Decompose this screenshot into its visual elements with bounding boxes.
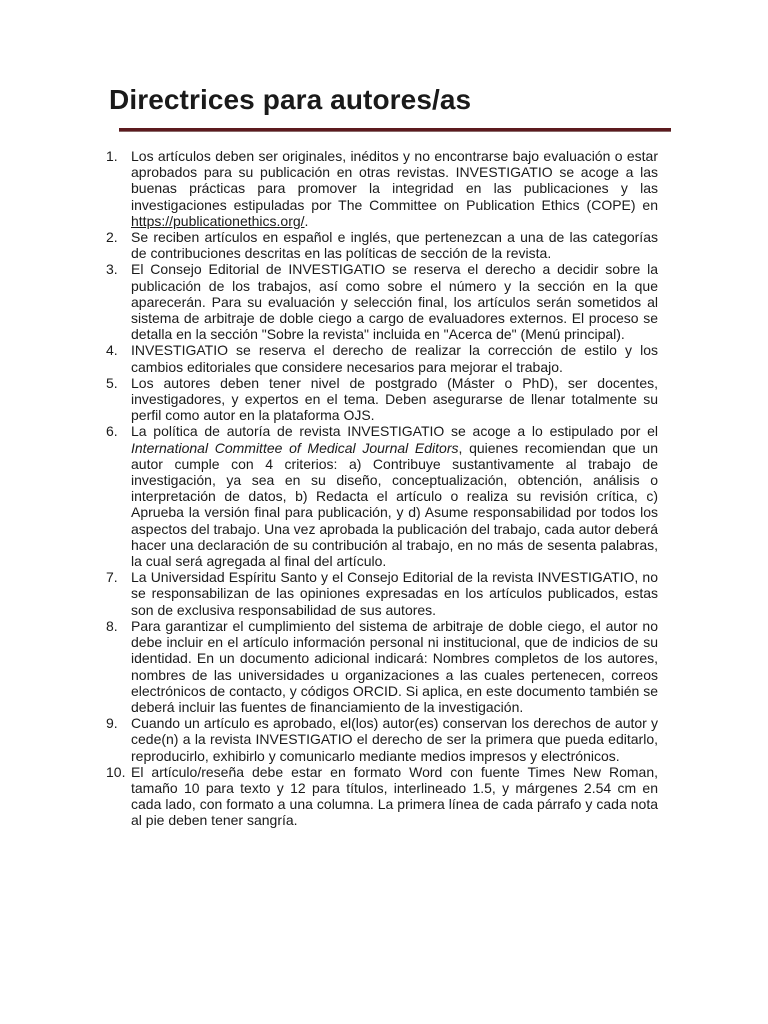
text-segment: Los autores deben tener nivel de postgrado (Máster o PhD), ser docentes, investigadores, y expertos en el tema. Deben asegurarse de llenar totalmente su perfil como autor en la plataforma OJS. [131,374,658,424]
list-item [106,342,658,374]
list-item [106,569,658,618]
page-title: Directrices para autores/as [109,84,472,115]
list-item [106,148,658,229]
text-segment: Se reciben artículos en español e inglés, que pertenezcan a una de las categorías de contribuciones descritas en las políticas de sección de la revista. [131,229,658,262]
list-item-number: 2. [106,229,118,246]
list-item-text [131,764,658,829]
list-item-text [131,229,658,261]
text-segment: Para garantizar el cumplimiento del sistema de arbitraje de doble ciego, el autor no debe incluir en el artículo información personal ni institucional, que de indicios de su identidad. En un documento adicional indicará: Nombres completos de los autores, nombres de las universidades u organizaciones a las cuales pertenecen, correos electrónicos de contacto, y códigos ORCID. Si aplica, en este documento también se deberá incluir las fuentes de financiamiento de la investigación. [131,617,658,715]
list-item [106,423,658,569]
list-item-text [131,569,658,617]
text-segment: La Universidad Espíritu Santo y el Consejo Editorial de la revista INVESTIGATIO, no se responsabilizan de las opiniones expresadas en los artículos publicados, estas son de exclusiva responsabilidad de sus autores. [131,569,658,618]
list-item [106,261,658,342]
text-segment: Cuando un artículo es aprobado, el(los) autor(es) conservan los derechos de autor y cede(n) a la revista INVESTIGATIO el derecho de ser la primera que pueda editarlo, reproducirlo, exhibirlo y comunicarlo mediante medios impresos y electrónicos. [131,715,658,764]
list-item-number: 5. [106,374,118,391]
list-item-text [131,148,658,229]
text-segment: . [304,212,309,229]
text-segment: , quienes recomiendan que un autor cumple con 4 criterios: a) Contribuye sustantivamente al trabajo de investigación, ya sea en su diseño, conceptualización, obtención, análisis o interpretación de datos, b) Redacta el artículo o realiza su revisión crítica, c) Aprueba la versión final para publicación, y d) Asume responsabilidad por todos los aspectos del trabajo. Una vez aprobada la publicación del trabajo, cada autor deberá hacer una declaración de su contribución al trabajo, en no más de sesenta palabras, la cual será agregada al final del artículo. [131,439,659,570]
text-segment: El artículo/reseña debe estar en formato Word con fuente Times New Roman, tamaño 10 para texto y 12 para títulos, interlineado 1.5, y márgenes 2.54 cm en cada lado, con formato a una columna. La primera línea de cada párrafo y cada nota al pie deben tener sangría. [131,763,658,829]
list-item-number: 4. [106,342,118,359]
title-divider [119,128,671,132]
text-segment: La política de autoría de revista INVESTIGATIO se acoge a lo estipulado por el [131,423,658,440]
list-item-number: 7. [106,569,118,586]
list-item [106,715,658,764]
cope-link[interactable]: https://publicationethics.org/ [131,212,305,229]
list-item-text [131,715,658,763]
list-item-number: 1. [106,148,118,164]
list-item-number: 3. [106,261,118,278]
list-item-text [131,375,658,423]
list-item-text [131,423,658,569]
guidelines-list [106,148,658,829]
list-item-number: 8. [106,617,118,634]
list-item [106,618,658,715]
italic-text: International Committee of Medical Journal Editors [131,439,459,456]
list-item [106,764,658,829]
list-item-text [131,261,658,342]
text-segment: El Consejo Editorial de INVESTIGATIO se reserva el derecho a decidir sobre la publicación de los trabajos, así como sobre el número y la sección en la que aparecerán. Para su evaluación y selección final, los artículos serán sometidos al sistema de arbitraje de doble ciego a cargo de evaluadores externos. El proceso se detalla en la sección "Sobre la revista" incluida en "Acerca de" (Menú principal). [131,261,658,343]
list-item-text [131,618,658,715]
list-item [106,229,658,261]
list-item [106,375,658,424]
list-item-number: 10. [106,763,126,780]
list-item-text [131,342,658,374]
list-item-number: 9. [106,715,118,732]
text-segment: Los artículos deben ser originales, inéditos y no encontrarse bajo evaluación o estar aprobados para su publicación en otras revistas. INVESTIGATIO se acoge a las buenas prácticas para promover la integridad en las publicaciones y las investigaciones estipuladas por The Committee on Publication Ethics (COPE) en [131,148,658,213]
text-segment: INVESTIGATIO se reserva el derecho de realizar la corrección de estilo y los cambios editoriales que considere necesarios para mejorar el trabajo. [131,342,658,375]
list-item-number: 6. [106,423,118,440]
